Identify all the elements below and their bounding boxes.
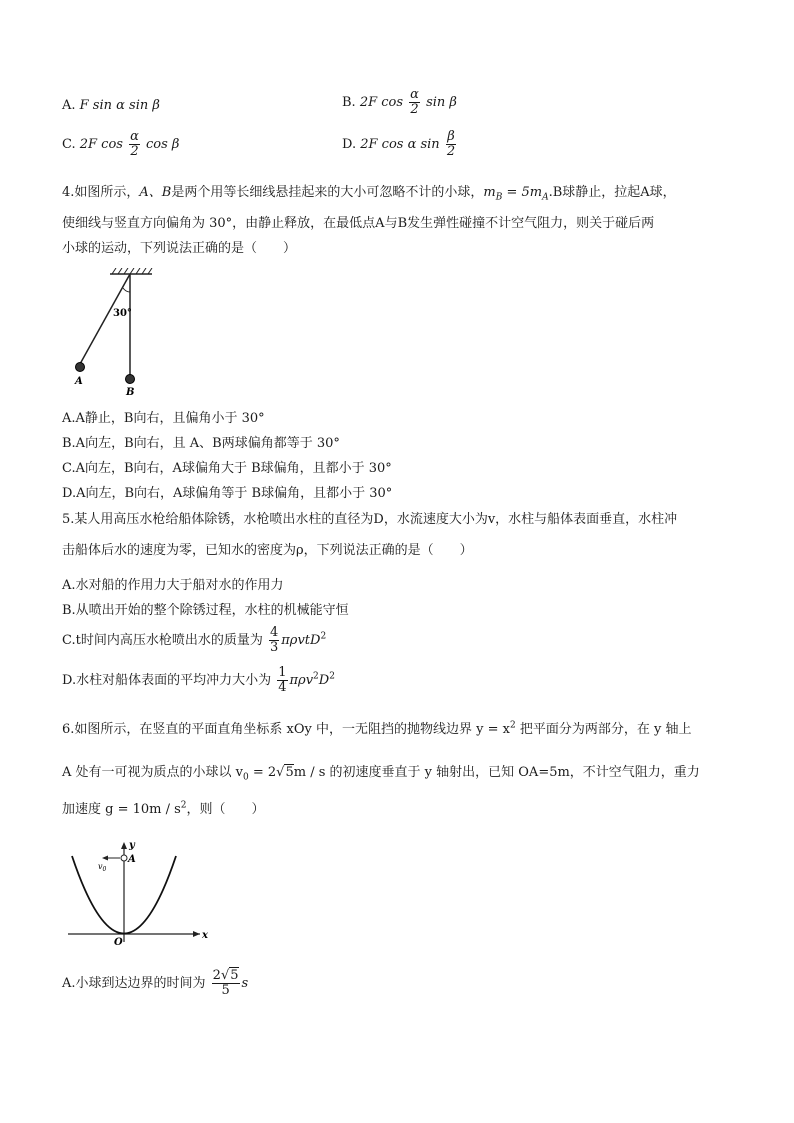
q3-option-b-den: 2 xyxy=(410,102,419,117)
q5-option-c-den: 3 xyxy=(269,640,279,655)
q5-option-d-sup1: 2 xyxy=(313,671,319,682)
q5-option-b: B.从喷出开始的整个除锈过程，水柱的机械能守恒 xyxy=(62,603,349,618)
string-a xyxy=(80,274,130,364)
q6-text-a: 6.如图所示，在竖直的平面直角坐标系 xOy 中，一无阻挡的抛物线边界 y = x xyxy=(62,722,510,737)
y-axis-label: y xyxy=(129,840,135,851)
q3-option-c-tail: cos β xyxy=(146,137,180,152)
q6-sup-a: 2 xyxy=(509,720,516,731)
q5-option-d-fraction xyxy=(277,666,287,695)
velocity-arrowhead-icon xyxy=(102,856,108,861)
q5-option-d-tail: πρv xyxy=(289,673,314,688)
q6-option-a-num-sqrt: 5 xyxy=(230,968,239,983)
ball-b xyxy=(126,375,135,384)
q4-text-c: 是两个用等长细线悬挂起来的大小可忽略不计的小球， xyxy=(171,185,484,200)
q3-option-a-expr: F sin α sin β xyxy=(79,98,160,113)
point-a-label: A xyxy=(128,854,136,865)
q5-option-d-text: D.水柱对船体表面的平均冲力大小为 xyxy=(62,673,272,688)
ball-b-label: B xyxy=(126,387,135,398)
q3-option-d-label: D. xyxy=(342,137,361,152)
q6-stem-line-2: A 处有一可视为质点的小球以 $v_0 = 2√5m / s$ 的初速度垂直于 y 轴射出，已知 OA=5m，不计空气阻力，重力 xyxy=(62,765,700,783)
q6-line3-b: ，则（ ） xyxy=(186,802,265,817)
q4-text-d: .B球静止，拉起A球， xyxy=(548,185,676,200)
q5-option-c-fraction xyxy=(269,626,279,655)
q4-stem-line-2: 使细线与竖直方向偏角为 30°，由静止释放，在最低点A与B发生弹性碰撞不计空气阻力，则关于碰后两 xyxy=(62,216,655,231)
q4-pendulum-figure xyxy=(62,268,162,398)
q5-option-d xyxy=(62,666,335,695)
point-a xyxy=(121,855,127,861)
q5-option-d-sup2: 2 xyxy=(329,671,335,682)
q5-option-c-num: 4 xyxy=(269,625,279,640)
q6-line2-sqrt: 5 xyxy=(285,765,294,780)
q4-option-c: C.A向左，B向右，A球偏角大于 B球偏角，且都小于 30° xyxy=(62,461,392,476)
q6-option-a-unit: s xyxy=(241,976,249,991)
q6-line2-b: = 2 xyxy=(248,765,277,780)
ceiling-hatch xyxy=(110,268,152,274)
ball-a-label: A xyxy=(75,376,83,387)
q6-option-a-num-coef: 2 xyxy=(212,968,221,983)
q3-option-b-label: B. xyxy=(342,95,360,110)
q6-option-a-num: 2√5 xyxy=(212,968,239,983)
q4-text-ab: A、B xyxy=(139,185,172,200)
angle-label: 30° xyxy=(113,308,132,319)
q6-option-a xyxy=(62,969,248,998)
q4-text-a: 4.如图所示， xyxy=(62,185,140,200)
q4-option-d: D.A向左，B向右，A球偏角等于 B球偏角，且都小于 30° xyxy=(62,486,393,501)
q3-option-c xyxy=(62,130,179,159)
q4-mass-eq: = 5m xyxy=(502,185,543,200)
y-axis-arrow-icon xyxy=(121,842,127,849)
q3-option-d-num: β xyxy=(447,129,455,144)
q3-option-c-den: 2 xyxy=(130,144,139,159)
q6-line2-a: A 处有一可视为质点的小球以 v xyxy=(62,765,243,780)
q3-option-d-coef: 2F cos α sin xyxy=(360,137,440,152)
q5-stem-line-2: 击船体后水的速度为零，已知水的密度为ρ，下列说法正确的是（ ） xyxy=(62,543,473,558)
q6-option-a-fraction xyxy=(212,969,240,998)
q5-option-c-tail: πρvtD xyxy=(281,633,321,648)
q6-text-b: 把平面分为两部分，在 y 轴上 xyxy=(515,722,692,737)
q6-line2-sub: 0 xyxy=(243,772,249,783)
q4-stem-line-1 xyxy=(62,184,676,202)
q3-option-c-label: C. xyxy=(62,137,80,152)
q5-option-c-text: C.t时间内高压水枪喷出水的质量为 xyxy=(62,633,263,648)
q4-mass-eq-sub: A xyxy=(542,192,549,203)
q6-stem-line-1 xyxy=(62,721,691,739)
angle-arc xyxy=(123,288,130,292)
q4-stem-line-3: 小球的运动，下列说法正确的是（ ） xyxy=(62,241,297,256)
x-axis-arrow-icon xyxy=(193,931,200,937)
q3-option-a-label: A. xyxy=(62,98,80,113)
q6-option-a-den: 5 xyxy=(221,983,230,998)
q6-line3-a: 加速度 g = 10m / s xyxy=(62,802,181,817)
q3-option-d-fraction xyxy=(446,130,456,159)
origin-label: O xyxy=(114,937,123,948)
x-axis-label: x xyxy=(202,930,208,941)
q6-stem-line-3 xyxy=(62,801,265,819)
ball-a xyxy=(76,363,85,372)
q5-option-d-den: 4 xyxy=(278,680,287,695)
q6-option-a-text: A.小球到达边界的时间为 xyxy=(62,976,206,991)
q3-option-b-num: α xyxy=(410,87,419,102)
q4-mass-sub: B xyxy=(495,192,503,203)
q5-stem-line-1: 5.某人用高压水枪给船体除锈，水枪喷出水柱的直径为D，水流速度大小为v，水柱与船体表面垂直，水柱冲 xyxy=(62,512,678,527)
q3-option-b xyxy=(342,88,457,117)
q5-option-c xyxy=(62,626,326,655)
q6-line2-c: m / s 的初速度垂直于 y 轴射出，已知 OA=5m，不计空气阻力，重力 xyxy=(293,765,700,780)
q5-option-c-sup: 2 xyxy=(320,631,327,642)
q3-option-c-num: α xyxy=(130,129,139,144)
q3-option-a xyxy=(62,97,160,115)
q3-option-b-coef: 2F cos xyxy=(359,95,404,110)
q6-parabola-figure xyxy=(62,836,212,948)
q3-option-c-coef: 2F cos xyxy=(79,137,123,152)
velocity-label: $v_0$ xyxy=(98,862,107,873)
q3-option-c-fraction xyxy=(129,130,140,159)
q3-option-d xyxy=(342,130,458,159)
q4-option-b: B.A向左，B向右，且 A、B两球偏角都等于 30° xyxy=(62,436,340,451)
q4-mass: m xyxy=(483,185,496,200)
q5-option-a: A.水对船的作用力大于船对水的作用力 xyxy=(62,578,284,593)
q4-option-a: A.A静止，B向右，且偏角小于 30° xyxy=(62,411,265,426)
q3-option-b-tail: sin β xyxy=(426,95,457,110)
q5-option-d-num: 1 xyxy=(278,665,287,680)
q5-option-d-tail2: D xyxy=(318,673,330,688)
q6-line3-sup: 2 xyxy=(180,800,187,811)
q3-option-b-fraction xyxy=(409,88,420,117)
q3-option-d-den: 2 xyxy=(446,144,456,159)
